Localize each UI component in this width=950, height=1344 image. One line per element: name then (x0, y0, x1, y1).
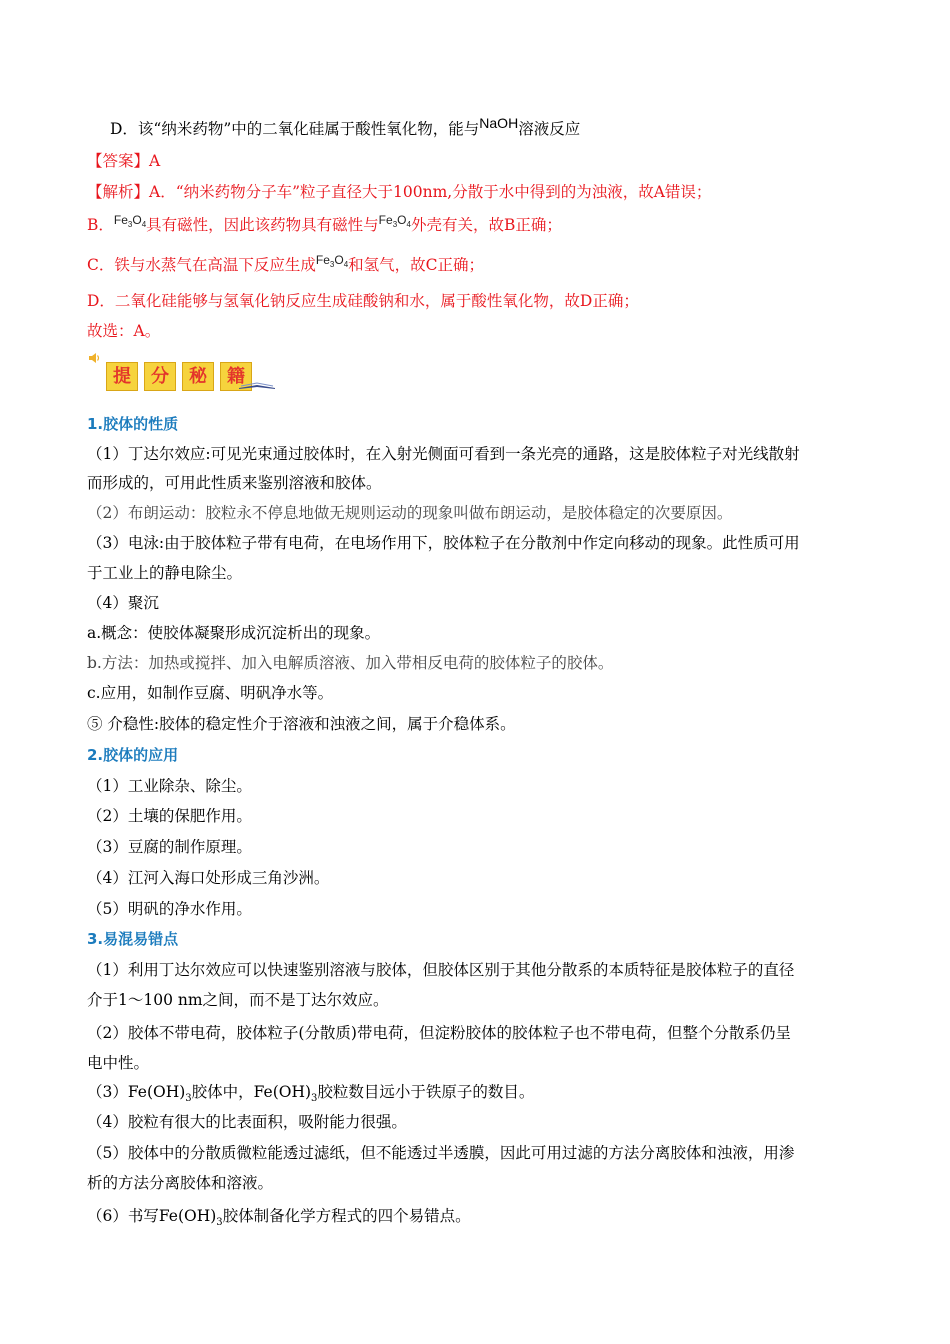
banner-char: 提 (106, 362, 138, 391)
section3-p6: （6）书写$Fe(OH)_3$胶体制备化学方程式的四个易错点。 (87, 1207, 471, 1228)
fe3o4-formula: Fe3O4 (113, 213, 147, 229)
section3-p5b: 析的方法分离胶体和溶液。 (87, 1174, 274, 1192)
section2-item: （5）明矾的净水作用。 (87, 900, 252, 918)
naoh-formula: NaOH (479, 115, 519, 131)
section3-p4: （4）胶粒有很大的比表面积，吸附能力很强。 (87, 1113, 407, 1131)
analysis-d-line: D．二氧化硅能够与氢氧化钠反应生成硅酸钠和水，属于酸性氧化物，故D正确； (87, 292, 639, 310)
option-d-tail: 溶液反应 (518, 120, 581, 138)
section1-p4: （4）聚沉 (87, 594, 159, 612)
conclusion-line: 故选：A。 (87, 322, 161, 340)
section3-p5a: （5）胶体中的分散质微粒能透过滤纸，但不能透过半透膜，因此可用过滤的方法分离胶体和浊液，用渗 (87, 1144, 795, 1162)
section3-p1b: 介于1～100 nm之间，而不是丁达尔效应。 (87, 991, 389, 1009)
option-d-line (110, 115, 581, 140)
section3-p2a: （2）胶体不带电荷，胶体粒子(分散质)带电荷，但淀粉胶体的胶体粒子也不带电荷，但整个分散系仍呈 (87, 1024, 791, 1042)
analysis-c-line (87, 254, 484, 279)
section1-p1b: 而形成的，可用此性质来鉴别溶液和胶体。 (87, 474, 382, 492)
section2-item: （4）江河入海口处形成三角沙洲。 (87, 869, 330, 887)
section1-p3b: 于工业上的静电除尘。 (87, 564, 243, 582)
section1-p1a: （1）丁达尔效应:可见光束通过胶体时，在入射光侧面可看到一条光亮的通路，这是胶体粒子对光线散射 (87, 445, 800, 463)
section3-p2b: 电中性。 (87, 1054, 150, 1072)
fe3o4-formula: Fe3O4 (378, 213, 411, 229)
section3-title: 3.易混易错点 (87, 930, 179, 948)
section2-item: （1）工业除杂、除尘。 (87, 777, 252, 795)
banner-char: 分 (144, 362, 176, 391)
section1-pa: a.概念：使胶体凝聚形成沉淀析出的现象。 (87, 624, 381, 642)
section1-pc: c.应用，如制作豆腐、明矾净水等。 (87, 684, 334, 702)
section1-p2: （2）布朗运动：胶粒永不停息地做无规则运动的现象叫做布朗运动，是胶体稳定的次要原因。 (87, 504, 733, 522)
option-d-text: D．该“纳米药物”中的二氧化硅属于酸性氧化物，能与 (110, 120, 480, 138)
analysis-c-tail: 和氢气，故C正确； (348, 256, 485, 274)
section3-p3: $(3)Fe(OH)_3$胶体中，$Fe(OH)_3$胶粒数目远小于铁原子的数目。 (87, 1083, 535, 1104)
analysis-a-line: 【解析】A．“纳米药物分子车”粒子直径大于100nm,分散于水中得到的为浊液，故A错误； (87, 183, 712, 201)
tips-banner (88, 350, 268, 396)
section3-p1a: （1）利用丁达尔效应可以快速鉴别溶液与胶体，但胶体区别于其他分散系的本质特征是胶体粒子的直径 (87, 961, 795, 979)
analysis-b-line (87, 214, 562, 239)
analysis-c-prefix: C．铁与水蒸气在高温下反应生成 (87, 256, 316, 274)
section1-p3a: （3）电泳:由于胶体粒子带有电荷，在电场作用下，胶体粒子在分散剂中作定向移动的现象。此性质可用 (87, 534, 800, 552)
fe3o4-formula: Fe3O4 (315, 253, 349, 269)
section2-item: （2）土壤的保肥作用。 (87, 807, 252, 825)
analysis-b-tail: 外壳有关，故B正确； (410, 216, 562, 234)
answer-line: 【答案】A (87, 152, 161, 170)
banner-char: 籍 (220, 362, 252, 391)
section1-pb: b.方法：加热或搅拌、加入电解质溶液、加入带相反电荷的胶体粒子的胶体。 (87, 654, 614, 672)
section2-title: 2.胶体的应用 (87, 746, 179, 764)
analysis-b-mid: 具有磁性，因此该药物具有磁性与 (146, 216, 379, 234)
analysis-b-prefix: B． (87, 216, 114, 234)
section1-title: 1.胶体的性质 (87, 415, 179, 433)
section2-item: （3）豆腐的制作原理。 (87, 838, 252, 856)
speaker-icon (88, 352, 100, 364)
book-icon (238, 380, 276, 390)
banner-char: 秘 (182, 362, 214, 391)
section1-p5: ⑤ 介稳性:胶体的稳定性介于溶液和浊液之间，属于介稳体系。 (87, 715, 516, 733)
